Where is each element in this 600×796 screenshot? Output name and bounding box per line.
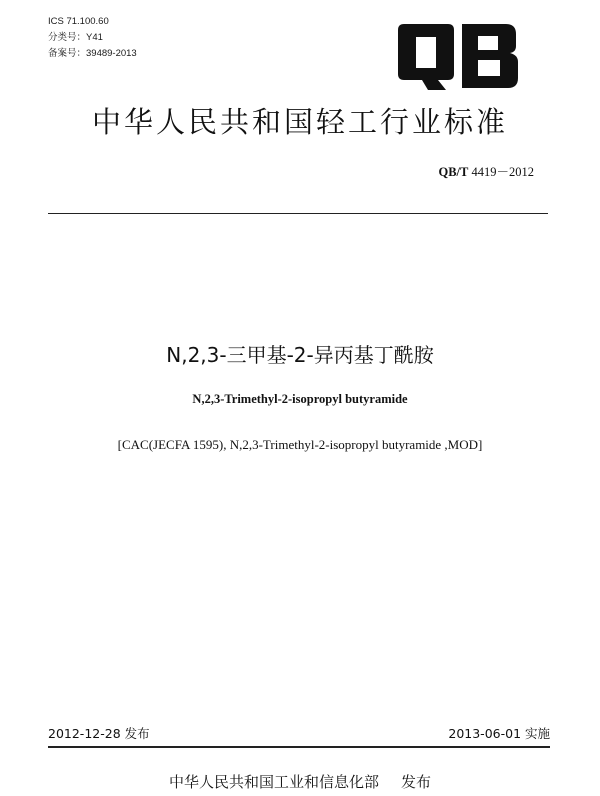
standard-code-prefix: QB/T: [438, 165, 469, 179]
ics-code: ICS 71.100.60: [48, 16, 109, 27]
record-number: 备案号：39489-2013: [48, 48, 137, 59]
header-divider: [48, 213, 548, 214]
footer-divider: [48, 746, 550, 748]
category-code: 分类号：Y41: [48, 32, 103, 43]
publisher-line: [0, 771, 600, 792]
publisher-verb: 发布: [401, 773, 432, 791]
qb-logo: [398, 24, 520, 90]
standard-code-number: 4419－2012: [471, 165, 534, 179]
standard-series-title: 中华人民共和国轻工行业标准: [91, 105, 508, 139]
standard-title-english: N,2,3-Trimethyl-2-isopropyl butyramide: [192, 392, 408, 406]
qb-logo-q: [398, 24, 454, 90]
reference-note: [CAC(JECFA 1595), N,2,3-Trimethyl-2-isopropyl butyramide ,MOD]: [117, 437, 483, 452]
issue-date: 2012-12-28 发布: [48, 726, 150, 741]
implementation-date: 2013-06-01 实施: [448, 726, 550, 741]
header-meta: [48, 14, 137, 62]
standard-title-chinese: N,2,3-三甲基-2-异丙基丁酰胺: [166, 343, 434, 367]
publisher-name: 中华人民共和国工业和信息化部: [168, 773, 379, 791]
qb-logo-b: [462, 24, 518, 88]
standard-code: [438, 162, 534, 180]
